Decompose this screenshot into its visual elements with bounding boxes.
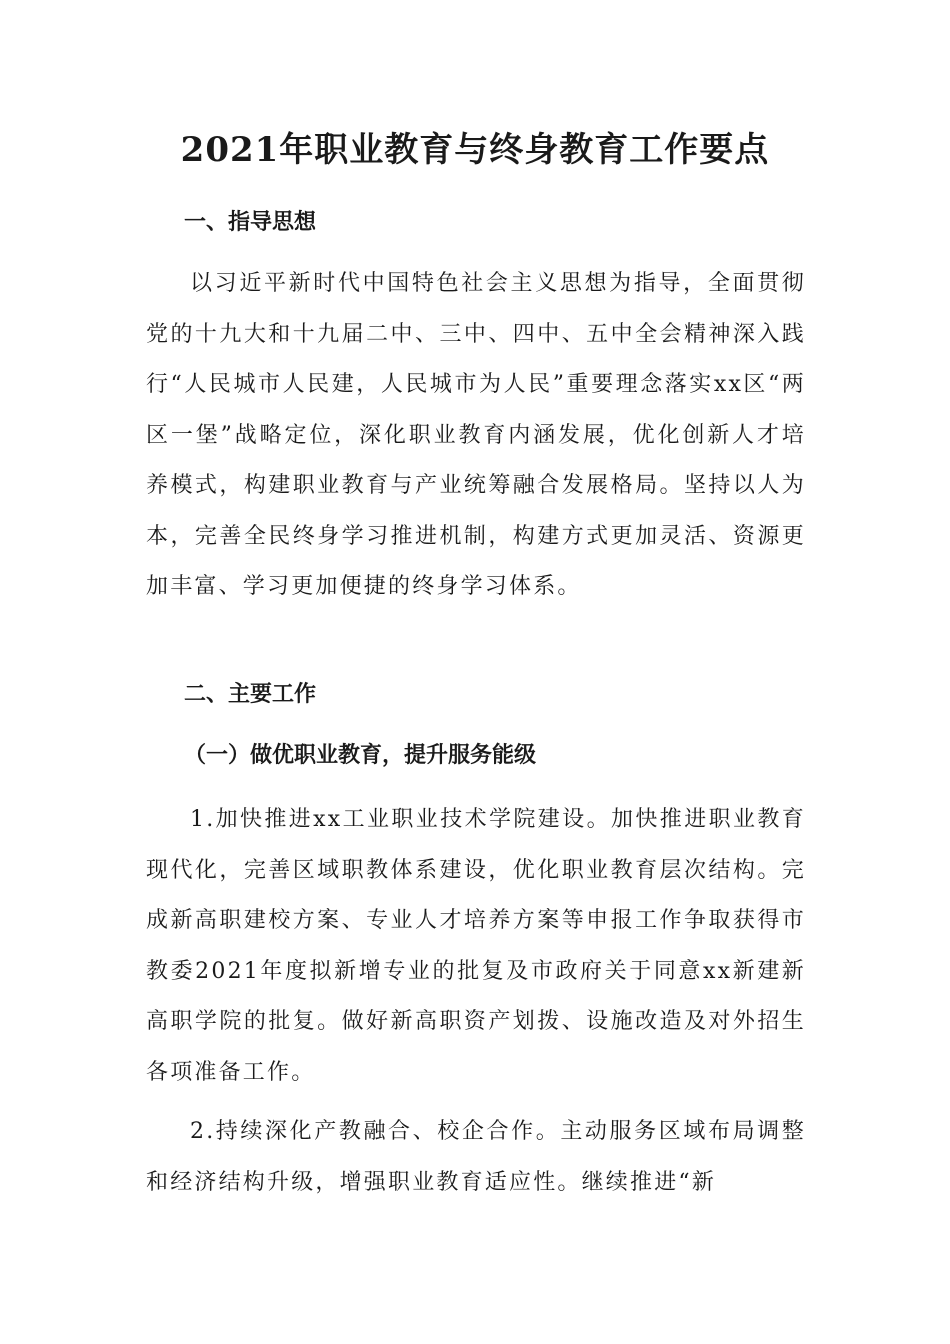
- page-title: 2021年职业教育与终身教育工作要点: [180, 130, 770, 170]
- guiding-ideology-paragraph: 以习近平新时代中国特色社会主义思想为指导，全面贯彻党的十九大和十九届二中、三中、四中、五中全会精神深入践行“人民城市人民建，人民城市为人民”重要理念落实xx区“两区一堡”战略定位，深化职业教育内涵发展，优化创新人才培养模式，构建职业教育与产业统筹融合发展格局。坚持以人为本，完善全民终身学习推进机制，构建方式更加灵活、资源更加丰富、学习更加便捷的终身学习体系。: [146, 271, 806, 599]
- section-heading-guiding-ideology: 一、指导思想: [184, 210, 317, 235]
- work-item-2-paragraph: 2.持续深化产教融合、校企合作。主动服务区域布局调整和经济结构升级，增强职业教育适应性。继续推进“新: [146, 1119, 806, 1195]
- section-heading-main-work: 二、主要工作: [184, 682, 317, 707]
- work-item-1-paragraph: 1.加快推进xx工业职业技术学院建设。加快推进职业教育现代化，完善区域职教体系建设，优化职业教育层次结构。完成新高职建校方案、专业人才培养方案等申报工作争取获得市教委2021年度拟新增专业的批复及市政府关于同意xx新建新高职学院的批复。做好新高职资产划拨、设施改造及对外招生各项准备工作。: [146, 807, 806, 1085]
- subsection-heading-vocational-education: （一）做优职业教育，提升服务能级: [184, 743, 537, 768]
